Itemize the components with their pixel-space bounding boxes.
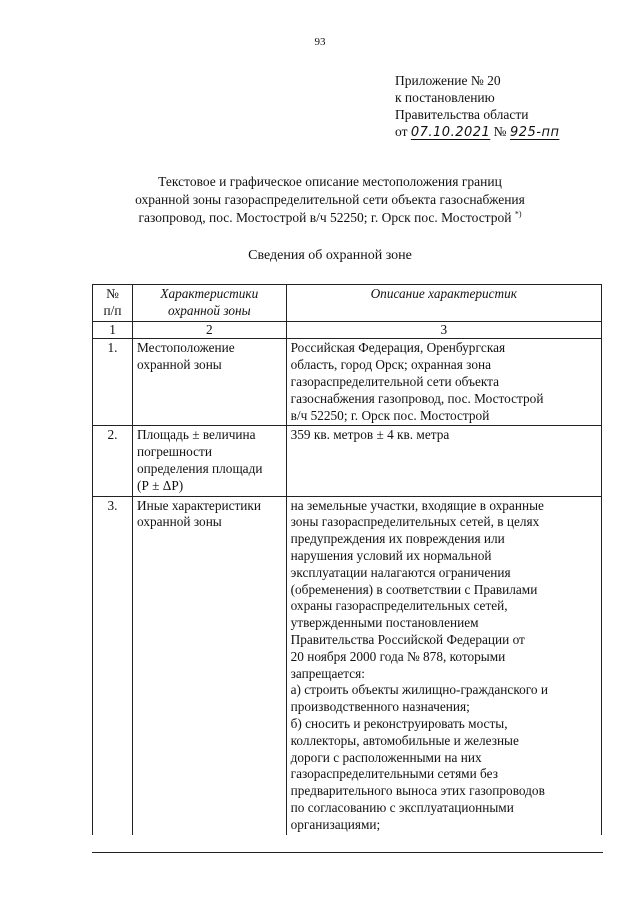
row-description [286,496,601,834]
row-number: 2. [93,426,133,496]
row-characteristic [133,339,287,426]
footnote-mark: *) [514,209,522,219]
row-number: 3. [93,496,133,834]
row-number: 1. [93,339,133,426]
text-line: Площадь ± величина [137,427,256,443]
section-title: Сведения об охранной зоне [248,248,412,263]
document-title [60,173,600,227]
text-line: охраны газораспределительных сетей, [290,598,508,614]
header-number [93,285,133,322]
text-line: предварительного выноса этих газопроводов [290,783,545,799]
text-line: утвержденными постановлением [290,615,479,631]
header-number-line-2: п/п [103,302,122,318]
page-number: 93 [314,36,326,48]
handwritten-date: 07.10.2021 [410,125,491,140]
text-line: б) сносить и реконструировать мосты, [290,715,508,731]
text-line: (обременения) в соответствии с Правилами [290,581,538,597]
text-line: газораспределительными сетями без [290,766,498,782]
text-line: погрешности [137,444,212,460]
table-row [93,496,602,834]
text-line: газоснабжения газопровод, пос. Мостострой [290,390,544,406]
text-line: охранной зоны [137,357,222,373]
column-number: 3 [286,321,601,339]
header-number-line-1: № [106,286,119,301]
text-line: (Р ± ΔР) [137,477,184,493]
number-prefix: № [493,124,507,139]
text-line: в/ч 52250; г. Орск пос. Мостострой [290,407,490,423]
appendix-government: Правительства области [395,107,529,122]
row-description [286,426,601,496]
text-line: зоны газораспределительных сетей, в целях [290,514,540,530]
text-line: нарушения условий их нормальной [290,547,492,563]
text-line: а) строить объекты жилищно-гражданского и [290,682,548,698]
text-line: определения площади [137,460,263,476]
text-line: Иные характеристики [137,497,262,513]
text-line: эксплуатации налагаются ограничения [290,564,511,580]
text-line: 359 кв. метров ± 4 кв. метра [290,427,450,443]
text-line: коллекторы, автомобильные и железные [290,732,519,748]
text-line: производственного назначения; [290,699,470,715]
row-characteristic [133,496,287,834]
appendix-block [395,72,559,141]
table-bottom-border [92,852,603,853]
header-characteristic-line-2: охранной зоны [167,302,251,318]
text-line: Местоположение [137,340,235,356]
handwritten-number: 925-пп [509,125,560,140]
row-characteristic [133,426,287,496]
text-line: область, город Орск; охранная зона [290,357,491,373]
title-line-3-text: газопровод, пос. Мостострой в/ч 52250; г. Орск пос. Мостострой [138,210,512,225]
header-characteristic-line-1: Характеристики [160,286,259,301]
column-number-row [93,321,602,339]
date-prefix: от [395,124,408,139]
header-characteristic [133,285,287,322]
column-number: 2 [133,321,287,339]
text-line: предупреждения их повреждения или [290,531,505,547]
text-line: по согласованию с эксплуатационными [290,799,514,815]
header-description: Описание характеристик [286,285,601,322]
title-line-1: Текстовое и графическое описание местоположения границ [158,174,502,189]
table-row [93,339,602,426]
appendix-title: Приложение № 20 [395,73,501,88]
column-number: 1 [93,321,133,339]
table-header-row [93,285,602,322]
appendix-resolution: к постановлению [395,90,495,105]
text-line: дороги с расположенными на них [290,749,482,765]
title-line-2: охранной зоны газораспределительной сети объекта газоснабжения [135,192,525,207]
text-line: Правительства Российской Федерации от [290,631,525,647]
text-line: газораспределительной сети объекта [290,373,500,389]
text-line: запрещается: [290,665,365,681]
title-line-3 [60,209,600,227]
text-line: на земельные участки, входящие в охранные [290,497,544,513]
appendix-date-line [395,123,559,141]
table-row [93,426,602,496]
text-line: охранной зоны [137,514,222,530]
row-description [286,339,601,426]
text-line: 20 ноября 2000 года № 878, которыми [290,648,506,664]
protection-zone-table [92,284,602,835]
text-line: Российская Федерация, Оренбургская [290,340,506,356]
text-line: организациями; [290,816,381,832]
